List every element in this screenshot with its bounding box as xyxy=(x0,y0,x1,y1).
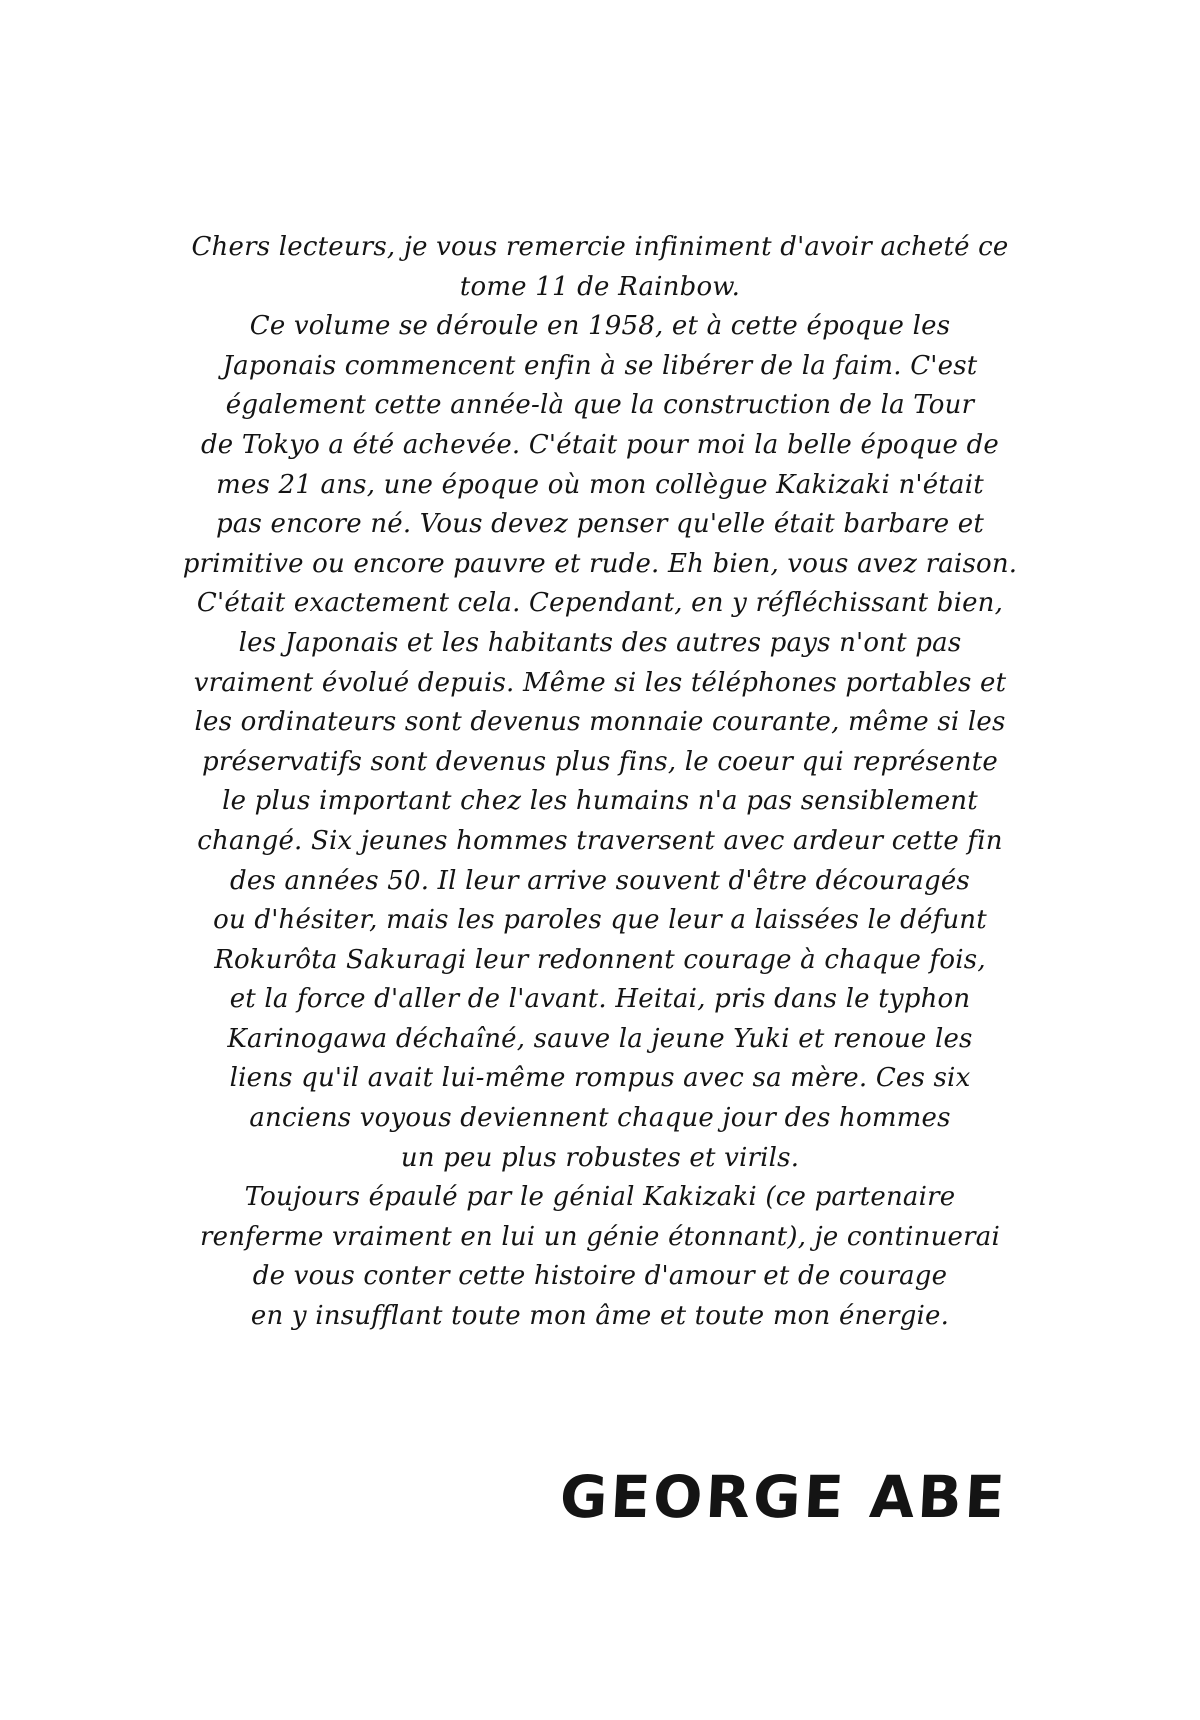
letter-line: Karinogawa déchaîné, sauve la jeune Yuki et renoue les xyxy=(227,1023,973,1054)
letter-line: ou d'hésiter, mais les paroles que leur a laissées le défunt xyxy=(213,905,987,936)
letter-line: les ordinateurs sont devenus monnaie courante, même si les xyxy=(194,707,1006,738)
letter-line: également cette année-là que la construction de la Tour xyxy=(225,390,975,421)
letter-line: pas encore né. Vous devez penser qu'elle était barbare et xyxy=(215,509,985,540)
letter-line: des années 50. Il leur arrive souvent d'être découragés xyxy=(230,865,970,896)
letter-line: C'était exactement cela. Cependant, en y réfléchissant bien, xyxy=(196,588,1004,619)
letter-line: Chers lecteurs, je vous remercie infiniment d'avoir acheté ce xyxy=(191,232,1009,262)
letter-line: Ce volume se déroule en 1958, et à cette époque les xyxy=(249,311,951,342)
letter-line: en y insufflant toute mon âme et toute mon énergie. xyxy=(250,1301,950,1332)
letter-line: Rokurôta Sakuragi leur redonnent courage à chaque fois, xyxy=(214,944,986,975)
letter-line: le plus important chez les humains n'a pas sensiblement xyxy=(222,786,978,817)
letter-line: changé. Six jeunes hommes traversent avec ardeur cette fin xyxy=(197,825,1003,856)
letter-line: préservatifs sont devenus plus fins, le coeur qui représente xyxy=(202,746,998,777)
letter-line: Toujours épaulé par le génial Kakizaki (ce partenaire xyxy=(244,1182,956,1213)
letter-line: mes 21 ans, une époque où mon collègue Kakizaki n'était xyxy=(216,469,984,500)
letter-line: liens qu'il avait lui-même rompus avec sa mère. Ces six xyxy=(229,1063,971,1094)
letter-line: vraiment évolué depuis. Même si les téléphones portables et xyxy=(193,667,1007,698)
author-signature: GEORGE ABE xyxy=(558,1463,1010,1531)
letter-line: Japonais commencent enfin à se libérer de la faim. C'est xyxy=(222,350,978,381)
letter-body xyxy=(150,228,1050,1337)
letter-line: anciens voyous deviennent chaque jour des hommes xyxy=(249,1103,951,1134)
letter-line: un peu plus robustes et virils. xyxy=(400,1142,800,1173)
letter-line: les Japonais et les habitants des autres pays n'ont pas xyxy=(238,627,962,658)
letter-line: renferme vraiment en lui un génie étonnant), je continuerai xyxy=(200,1221,1000,1252)
letter-line: primitive ou encore pauvre et rude. Eh bien, vous avez raison. xyxy=(182,548,1018,579)
letter-line: de vous conter cette histoire d'amour et de courage xyxy=(252,1261,948,1292)
letter-line: tome 11 de Rainbow. xyxy=(459,271,741,302)
letter-line: de Tokyo a été achevée. C'était pour moi la belle époque de xyxy=(200,429,1000,460)
letter-line: et la force d'aller de l'avant. Heitai, pris dans le typhon xyxy=(229,984,971,1015)
